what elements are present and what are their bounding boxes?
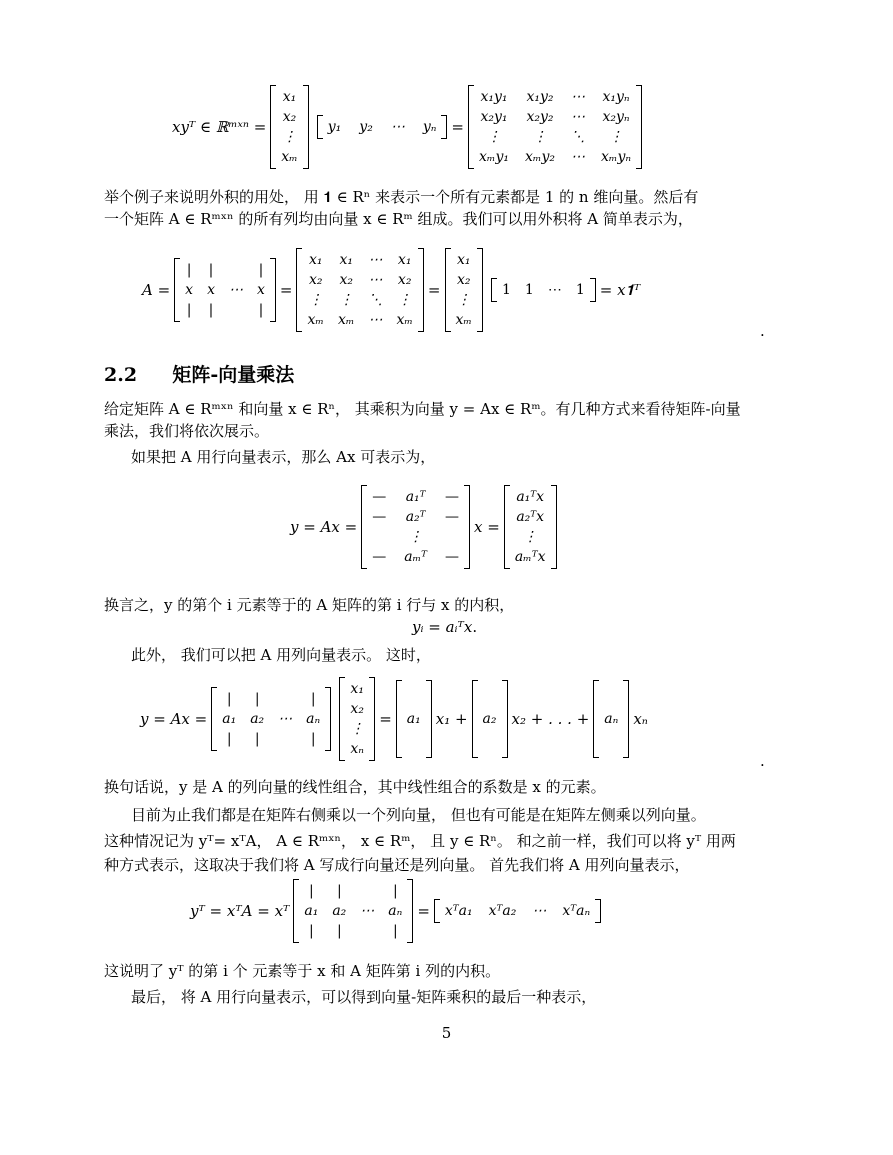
- matrix-xta-row: [434, 899, 601, 923]
- matrix-cell: y₂: [359, 119, 373, 135]
- matrix-cell: x: [256, 282, 265, 298]
- matrix-cell: ⋮: [308, 292, 323, 308]
- matrix-cell: |: [226, 731, 232, 747]
- matrix-cell: |: [310, 731, 316, 747]
- matrix-cell: ⋯: [360, 903, 375, 919]
- matrix-cell: x₁: [456, 252, 471, 268]
- matrix-cell: ⋯: [532, 903, 547, 919]
- matrix-cell: a₁: [222, 711, 237, 727]
- eq2-lhs: A =: [142, 281, 171, 299]
- matrix-cell: —: [372, 509, 387, 525]
- matrix-cell: x₂yₙ: [602, 109, 630, 125]
- eq1-lhs: xyᵀ ∈ ℝᵐˣⁿ =: [172, 118, 267, 136]
- matrix-cell: |: [392, 883, 398, 899]
- matrix-cell: xₘ: [396, 312, 413, 328]
- matrix-cell: aₘᵀx: [514, 549, 546, 565]
- matrix-cell: a₂ᵀ: [405, 509, 426, 525]
- matrix-cells-m-x-col: [451, 248, 477, 332]
- section-title: 矩阵-向量乘法: [172, 364, 295, 386]
- matrix-cell: ⋯: [571, 89, 586, 105]
- matrix-cell: —: [372, 549, 387, 565]
- matrix-cells-m-ax-col: [510, 485, 551, 569]
- matrix-cell: ⋮: [408, 529, 423, 545]
- paragraph-ones-example-1: 举个例子来说明外积的用处， 用 𝟏 ∈ Rⁿ 来表示一个所有元素都是 1 的 n 维向量。然后有: [104, 188, 699, 206]
- matrix-cell: aₙ: [306, 711, 321, 727]
- matrix-cell: a₁ᵀ: [405, 489, 426, 505]
- matrix-ax-column: [504, 485, 557, 569]
- paragraph-ones-example-2: 一个矩阵 A ∈ Rᵐˣⁿ 的所有列均由向量 x ∈ Rᵐ 组成。我们可以用外积将 A 简单表示为，: [104, 210, 693, 228]
- matrix-cell: x₁: [308, 252, 323, 268]
- paragraph-yt-inner: 这说明了 yᵀ 的第 i 个 元素等于 x 和 A 矩阵第 i 列的内积。: [104, 962, 501, 980]
- eq6-lhs: yᵀ = xᵀA = xᵀ: [190, 902, 290, 920]
- matrix-cell: xₘ: [337, 312, 355, 328]
- matrix-cell: x₂y₁: [480, 109, 508, 125]
- matrix-cell: xₘ: [281, 149, 298, 165]
- matrix-cell: x: [185, 282, 194, 298]
- matrix-cell: ⋯: [368, 312, 383, 328]
- matrix-cells-m-xta-row: [440, 899, 595, 923]
- matrix-cell: xₘy₂: [525, 149, 556, 165]
- matrix-cells-m-cols-a: [217, 687, 325, 751]
- matrix-cell: xᵀaₙ: [562, 903, 591, 919]
- matrix-a1: [396, 680, 432, 758]
- matrix-cell: a₁ᵀx: [516, 489, 545, 505]
- matrix-cell: x₁yₙ: [602, 89, 630, 105]
- paragraph-left-multiply-1: 目前为止我们都是在矩阵右侧乘以一个列向量， 但也有可能是在矩阵左侧乘以列向量。: [131, 806, 706, 824]
- matrix-cell: ⋮: [523, 529, 538, 545]
- matrix-y-row: [317, 115, 448, 139]
- matrix-cells-m-rows-a: [367, 485, 464, 569]
- matrix-cell: a₂ᵀx: [516, 509, 545, 525]
- matrix-cell: a₂: [482, 711, 497, 727]
- matrix-cell: x₁y₂: [526, 89, 554, 105]
- paragraph-left-multiply-3: 种方式表示，这取决于我们将 A 写成行向量还是列向量。 首先我们将 A 用列向量表示，: [104, 856, 690, 874]
- paragraph-linear-combination: 换句话说，y 是 A 的列向量的线性组合，其中线性组合的系数是 x 的元素。: [104, 778, 606, 796]
- matrix-cell: xₘyₙ: [601, 149, 632, 165]
- matrix-cell: aₙ: [388, 903, 403, 919]
- matrix-cell: x₂: [350, 701, 364, 717]
- matrix-columns-a: [211, 687, 331, 751]
- matrix-cell: x₂: [456, 272, 471, 288]
- matrix-cell: yₙ: [422, 119, 437, 135]
- matrix-cell: xₙ: [350, 741, 364, 757]
- section-heading: [104, 360, 294, 387]
- document-page: xyᵀ ∈ ℝᵐˣⁿ = x₁ x₂ ⋮ xₘ y₁ y₂ ⋯ yₙ = x₁y₁ x₁y₂ ⋯ x₁yₙ x₂y₁ x₂y₂ ⋯ x₂yₙ ⋮ ⋮ ⋱ ⋮ xₘy₁ xₘy₂ ⋯ xₘyₙ 举个例子来说明外积的用处， 用 𝟏 ∈ Rⁿ 来表示一个所有元素都是 1 的 n 维向量。然后有 一个矩阵 A ∈ Rᵐˣⁿ 的所有列均由向量 x ∈ Rᵐ 组成。我们可以用外积将 A 简单表示为， A = | | | x x ⋯ x | | | = x₁ x₁ ⋯ x₁ x₂ x₂ ⋯ x₂ ⋮ ⋮ ⋱ ⋮ xₘ xₘ ⋯ xₘ = x₁ x₂ ⋮ xₘ 1 1 ⋯ 1 = x𝟏ᵀ . 2.2 矩阵-向量乘法 给定矩阵 A ∈ Rᵐˣⁿ 和向量 x ∈ Rⁿ， 其乘积为向量 y = Ax ∈ Rᵐ。有几种方式来看待矩阵-向量 乘法，我们将依次展示。 如果把 A 用行向量表示，那么 Ax 可表示为， y = Ax = — a₁ᵀ — — a₂ᵀ — ⋮ — aₘᵀ — x = a₁ᵀx a₂ᵀx ⋮ aₘᵀx 换言之，y 的第个 i 元素等于的 A 矩阵的第 i 行与 x 的内积， yᵢ = aᵢᵀx . 此外， 我们可以把 A 用列向量表示。 这时， y = Ax = | | | a₁ a₂ ⋯ aₙ | | | x₁ x₂ ⋮ xₙ = a₁ x₁ + a₂ x₂ + . . . + aₙ xₙ . 换句话说，y 是 A 的列向量的线性组合，其中线性组合的系数是 x 的元素。 目前为止我们都是在矩阵右侧乘以一个列向量， 但也有可能是在矩阵左侧乘以列向量。 这种情况记为 yᵀ= xᵀA， A ∈ Rᵐˣⁿ， x ∈ Rᵐ， 且 y ∈ Rⁿ。 和之前一样，我们可以将 yᵀ 用两 种方式表示，这取决于我们将 A 写成行向量还是列向量。 首先我们将 A 用列向量表示， yᵀ = xᵀA = xᵀ | | | a₁ a₂ ⋯ aₙ | | | = xᵀa₁ xᵀa₂ ⋯ xᵀaₙ 这说明了 yᵀ 的第 i 个 元素等于 x 和 A 矩阵第 i 列的内积。 最后， 将 A 用行向量表示，可以得到向量-矩阵乘积的最后一种表示， 5: [0, 0, 893, 1155]
- equation-a-outer: A = | | | x x ⋯ x | | | = x₁ x₁ ⋯ x₁ x₂ x₂ ⋯ x₂ ⋮ ⋮ ⋱ ⋮ xₘ xₘ ⋯ xₘ = x₁ x₂ ⋮ xₘ 1 1 ⋯ 1 = x𝟏ᵀ: [142, 240, 640, 340]
- matrix-cell: —: [372, 489, 387, 505]
- matrix-cells-m-x-coln: [345, 677, 369, 761]
- matrix-cell: —: [445, 489, 460, 505]
- matrix-cell: aₙ: [604, 711, 619, 727]
- matrix-cell: y₁: [327, 119, 342, 135]
- matrix-cell: xₘy₁: [479, 149, 510, 165]
- matrix-x-column: [270, 85, 308, 169]
- matrix-cell: a₁: [406, 711, 421, 727]
- section-number: 2.2: [104, 364, 138, 386]
- matrix-cell: |: [308, 923, 314, 939]
- matrix-cells-m-x-col: [276, 85, 302, 169]
- matrix-cell: |: [254, 691, 260, 707]
- eq2-rhs: = x𝟏ᵀ: [599, 281, 641, 299]
- matrix-cell: xᵀa₂: [488, 903, 517, 919]
- matrix-outer-result: [468, 85, 642, 169]
- paragraph-matrix-vector-2: 乘法，我们将依次展示。: [104, 422, 270, 440]
- matrix-cell: |: [336, 883, 342, 899]
- paragraph-matrix-vector-1: 给定矩阵 A ∈ Rᵐˣⁿ 和向量 x ∈ Rⁿ， 其乘积为向量 y = Ax ∈ Rᵐ。有几种方式来看待矩阵-向量: [104, 400, 741, 418]
- matrix-cell: x₂: [339, 272, 353, 288]
- matrix-cell: |: [336, 923, 342, 939]
- matrix-cell: ⋮: [339, 292, 354, 308]
- matrix-cell: 1: [524, 282, 534, 298]
- matrix-rows-a: [361, 485, 470, 569]
- matrix-full-x: [296, 248, 423, 332]
- matrix-a2: [472, 680, 508, 758]
- matrix-cell: ⋯: [390, 119, 405, 135]
- matrix-cell: aₘᵀ: [404, 549, 428, 565]
- matrix-cell: a₁: [304, 903, 319, 919]
- matrix-cell: x₂: [308, 272, 323, 288]
- matrix-x-column-2: [445, 248, 483, 332]
- matrix-cell: |: [254, 731, 260, 747]
- matrix-cells-m-a2: [478, 680, 502, 758]
- matrix-cell: x₁: [282, 89, 297, 105]
- matrix-cell: ⋮: [609, 129, 624, 145]
- matrix-cell: x₁: [339, 252, 353, 268]
- matrix-cell: ⋯: [368, 252, 383, 268]
- matrix-ones-row: [491, 278, 596, 302]
- matrix-cell: ⋯: [368, 272, 383, 288]
- matrix-cell: x₁: [350, 681, 364, 697]
- matrix-cell: x: [207, 282, 215, 298]
- matrix-cell: —: [445, 549, 460, 565]
- equation-yi: yᵢ = aᵢᵀx .: [412, 618, 478, 636]
- matrix-cell: ⋱: [571, 129, 586, 145]
- matrix-cell: x₂: [282, 109, 297, 125]
- matrix-cell: ⋮: [456, 292, 471, 308]
- matrix-cell: |: [392, 923, 398, 939]
- eq3-lhs: y = Ax =: [290, 518, 358, 536]
- matrix-cell: ⋮: [533, 129, 548, 145]
- matrix-cell: ⋯: [571, 149, 586, 165]
- matrix-cell: x₁: [397, 252, 412, 268]
- matrix-cell: 1: [501, 282, 511, 298]
- eq5-lhs: y = Ax =: [140, 710, 208, 728]
- matrix-cell: ⋯: [278, 711, 293, 727]
- matrix-cells-m-an: [599, 680, 623, 758]
- matrix-cell: ⋮: [487, 129, 501, 145]
- equation-outer-product: xyᵀ ∈ ℝᵐˣⁿ = x₁ x₂ ⋮ xₘ y₁ y₂ ⋯ yₙ = x₁y₁ x₁y₂ ⋯ x₁yₙ x₂y₁ x₂y₂ ⋯ x₂yₙ ⋮ ⋮ ⋱ ⋮ xₘy₁ xₘy₂ ⋯ xₘyₙ: [172, 78, 646, 176]
- matrix-cell: ⋮: [397, 292, 412, 308]
- matrix-an: [593, 680, 629, 758]
- matrix-cell: ⋯: [547, 282, 562, 298]
- matrix-cell: |: [226, 691, 232, 707]
- equation-column-view: y = Ax = | | | a₁ a₂ ⋯ aₙ | | | x₁ x₂ ⋮ xₙ = a₁ x₁ + a₂ x₂ + . . . + aₙ xₙ: [140, 670, 648, 768]
- matrix-cell: ⋮: [350, 721, 365, 737]
- paragraph-inner-product: 换言之，y 的第个 i 元素等于的 A 矩阵的第 i 行与 x 的内积，: [104, 596, 515, 614]
- eq3-mid: x =: [474, 518, 500, 536]
- matrix-cell: |: [186, 262, 192, 278]
- matrix-cell: x₁y₁: [480, 89, 508, 105]
- matrix-cell: |: [258, 262, 264, 278]
- matrix-cell: a₂: [332, 903, 347, 919]
- matrix-cells-m-y-row: [323, 115, 442, 139]
- matrix-x-column-n: [339, 677, 375, 761]
- matrix-cell: ⋱: [368, 292, 383, 308]
- page-number: 5: [441, 1024, 452, 1042]
- paragraph-final-view: 最后， 将 A 用行向量表示，可以得到向量-矩阵乘积的最后一种表示，: [131, 988, 597, 1006]
- matrix-cells-m-ones-row: [497, 278, 590, 302]
- matrix-cell: ⋯: [228, 282, 243, 298]
- matrix-cell: |: [310, 691, 316, 707]
- matrix-cell: —: [445, 509, 460, 525]
- matrix-columns-x: [174, 258, 276, 322]
- matrix-columns-a-2: [293, 879, 413, 943]
- paragraph-row-view: 如果把 A 用行向量表示，那么 Ax 可表示为，: [131, 448, 436, 466]
- matrix-cell: |: [208, 262, 214, 278]
- matrix-cell: xᵀa₁: [444, 903, 473, 919]
- paragraph-left-multiply-2: 这种情况记为 yᵀ= xᵀA， A ∈ Rᵐˣⁿ， x ∈ Rᵐ， 且 y ∈ Rⁿ。 和之前一样，我们可以将 yᵀ 用两: [104, 832, 736, 850]
- matrix-cell: x₂y₂: [526, 109, 554, 125]
- matrix-cell: a₂: [250, 711, 265, 727]
- matrix-cell: |: [208, 302, 214, 318]
- matrix-cells-m-outer: [474, 85, 636, 169]
- matrix-cells-m-full-x: [302, 248, 417, 332]
- matrix-cell: xₘ: [307, 312, 324, 328]
- matrix-cells-m-cols-x: [180, 258, 270, 322]
- paragraph-column-view: 此外， 我们可以把 A 用列向量表示。 这时，: [131, 646, 431, 664]
- matrix-cells-m-a1: [402, 680, 426, 758]
- matrix-cell: x₂: [397, 272, 412, 288]
- matrix-cell: 1: [575, 282, 585, 298]
- matrix-cell: xₘ: [455, 312, 472, 328]
- matrix-cell: |: [186, 302, 192, 318]
- matrix-cell: |: [258, 302, 264, 318]
- matrix-cells-m-cols-a: [299, 879, 407, 943]
- equation-left-multiply: yᵀ = xᵀA = xᵀ | | | a₁ a₂ ⋯ aₙ | | | = xᵀa₁ xᵀa₂ ⋯ xᵀaₙ: [190, 878, 605, 944]
- matrix-cell: ⋯: [571, 109, 586, 125]
- matrix-cell: |: [308, 883, 314, 899]
- equation-row-view: [290, 478, 561, 576]
- matrix-cell: ⋮: [282, 129, 297, 145]
